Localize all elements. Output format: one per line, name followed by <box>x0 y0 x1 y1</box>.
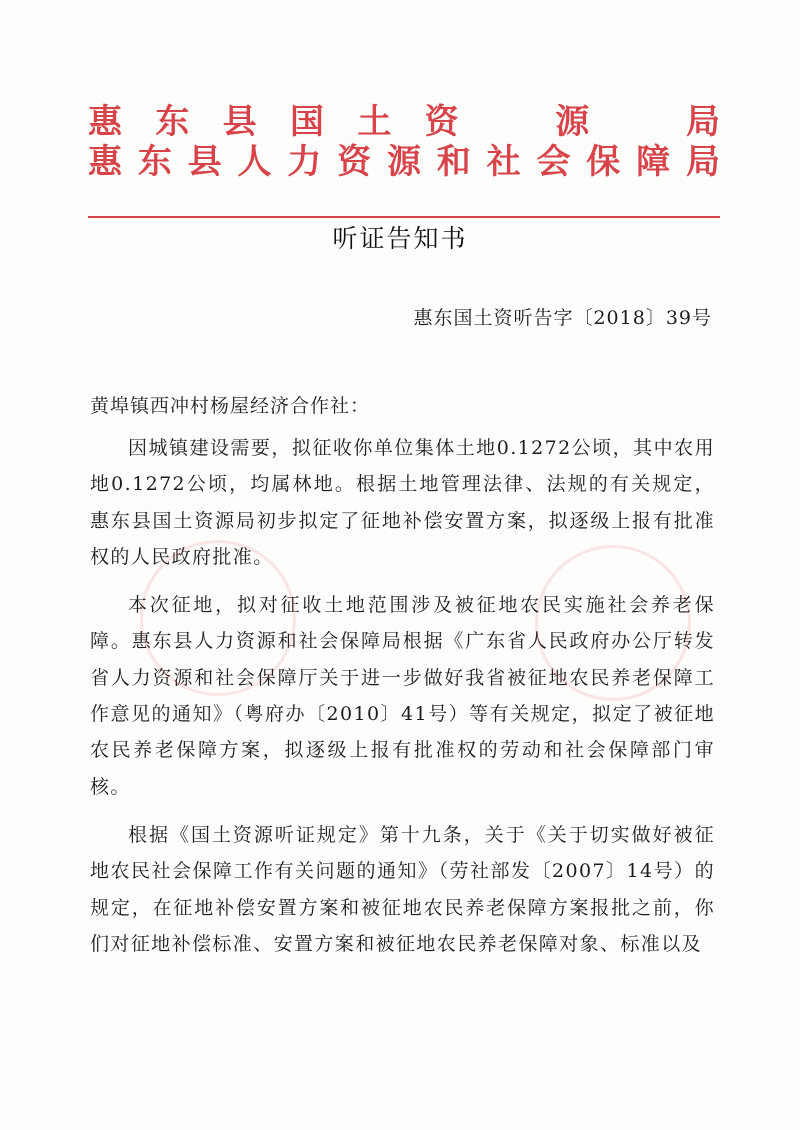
header-char: 局 <box>685 142 720 182</box>
header-char: 县 <box>222 102 257 142</box>
header-char: 源 <box>555 102 590 142</box>
issuer-line-land-resources-bureau <box>88 100 720 144</box>
header-char: 国 <box>289 102 324 142</box>
paragraph: 根据《国土资源听证规定》第十九条，关于《关于切实做好被征地农民社会保障工作有关问题的通知》（劳社部发〔2007〕14号）的规定，在征地补偿安置方案和被征地农民养老保障方案报批之前，你们对征地补偿标准、安置方案和被征地农民养老保障对象、标准以及 <box>90 823 715 955</box>
header-char: 惠 <box>88 142 122 182</box>
document-title: 听证告知书 <box>332 224 468 253</box>
paragraph: 本次征地，拟对征收土地范围涉及被征地农民实施社会养老保障。惠东县人力资源和社会保障局根据《广东省人民政府办公厅转发省人力资源和社会保障厅关于进一步做好我省被征地农民养老保障工作意见的通知》（粤府办〔2010〕41号）等有关规定，拟定了被征地农民养老保障方案，拟逐级上报有批准权的劳动和社会保障部门审核。 <box>90 594 715 798</box>
header-char: 和 <box>436 142 471 182</box>
header-char: 土 <box>357 102 392 142</box>
paragraph: 因城镇建设需要，拟征收你单位集体土地0.1272公顷，其中农用地0.1272公顷，均属林地。根据土地管理法律、法规的有关规定，惠东县国土资源局初步拟定了征地补偿安置方案，拟逐级上报有批准权的人民政府批准。 <box>90 437 715 568</box>
document-number: 惠东国土资听告字〔2018〕39号 <box>413 307 712 329</box>
header-char: 县 <box>187 142 222 182</box>
header-char: 人 <box>237 142 272 182</box>
header-char: 资 <box>424 102 459 142</box>
header-spacer <box>492 100 522 144</box>
issuer-line-hr-social-security-bureau <box>88 140 720 184</box>
red-separator-line <box>88 216 720 218</box>
body-text <box>90 430 715 974</box>
header-spacer <box>623 100 653 144</box>
header-char: 惠 <box>88 102 122 142</box>
addressee: 黄埠镇西冲村杨屋经济合作社： <box>90 395 371 417</box>
header-char: 东 <box>155 102 190 142</box>
header-char: 局 <box>685 102 720 142</box>
header-char: 东 <box>137 142 172 182</box>
header-char: 力 <box>287 142 322 182</box>
header-char: 会 <box>536 142 571 182</box>
header-char: 社 <box>486 142 521 182</box>
header-char: 资 <box>337 142 372 182</box>
header-char: 保 <box>586 142 621 182</box>
header-char: 源 <box>386 142 421 182</box>
header-char: 障 <box>636 142 671 182</box>
